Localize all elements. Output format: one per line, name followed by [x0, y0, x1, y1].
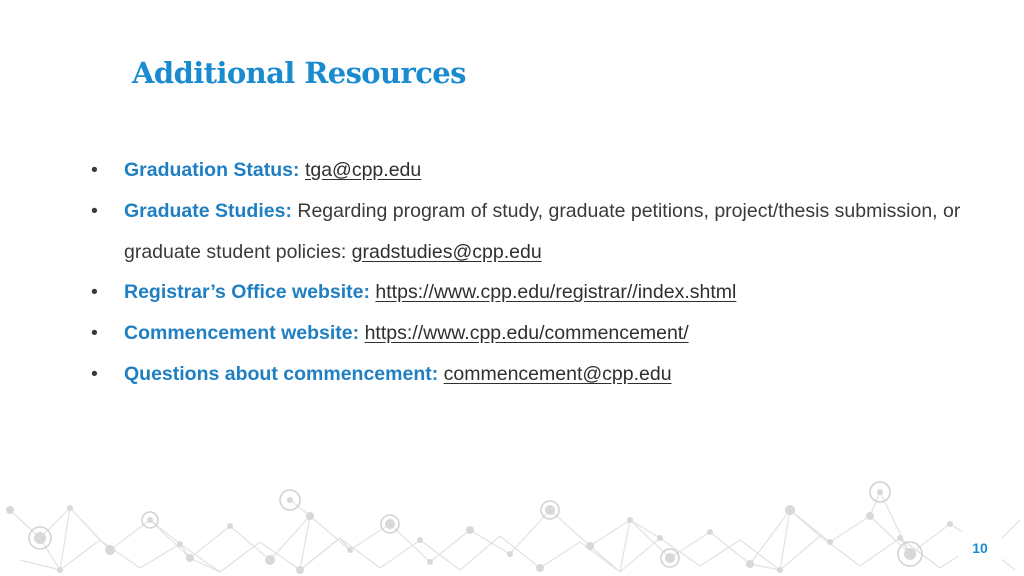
- list-item-graduation-status: [88, 150, 988, 191]
- bullet-icon: •: [91, 362, 98, 385]
- item-label: Graduation Status:: [124, 159, 300, 181]
- bullet-icon: •: [91, 281, 98, 304]
- commencement-email-link[interactable]: commencement@cpp.edu: [443, 362, 672, 385]
- resource-list: [88, 150, 988, 395]
- registrar-website-link[interactable]: https://www.cpp.edu/registrar//index.shtml: [375, 281, 737, 304]
- bullet-icon: •: [91, 199, 98, 222]
- list-item-commencement-questions: [88, 354, 988, 395]
- item-label: Questions about commencement:: [124, 362, 439, 385]
- item-label: Commencement website:: [124, 322, 360, 345]
- commencement-website-link[interactable]: https://www.cpp.edu/commencement/: [364, 322, 689, 345]
- list-item-commencement-website: [88, 313, 988, 354]
- bullet-icon: •: [91, 322, 98, 345]
- list-item-graduate-studies: [88, 191, 988, 273]
- bullet-icon: •: [91, 159, 98, 181]
- list-item-registrar: [88, 272, 988, 313]
- item-label: Registrar’s Office website:: [124, 281, 370, 304]
- network-pattern-decoration: [0, 480, 1024, 576]
- graduation-status-email-link[interactable]: tga@cpp.edu: [304, 159, 422, 181]
- item-label: Graduate Studies:: [124, 199, 292, 222]
- page-number: 10: [958, 532, 1002, 564]
- gradstudies-email-link[interactable]: gradstudies@cpp.edu: [351, 240, 542, 263]
- slide-title: Additional Resources: [132, 56, 466, 90]
- item-text: Regarding program of study, graduate petitions, project/thesis submission, or graduate student policies:: [124, 199, 961, 263]
